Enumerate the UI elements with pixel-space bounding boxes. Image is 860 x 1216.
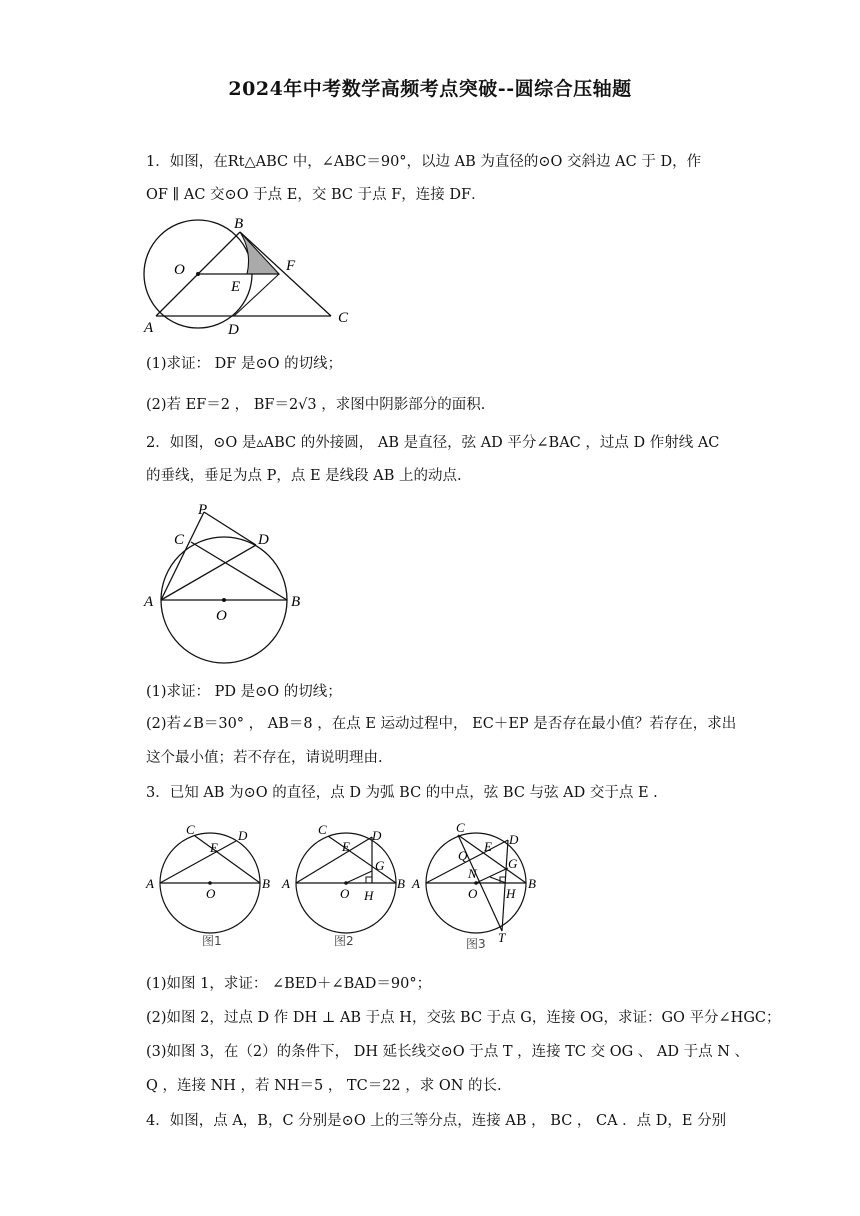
q2-center-dot [222,598,226,602]
q3-part1: (1)如图 1，求证： ∠BED＋∠BAD＝90°； [146,976,432,992]
q2-chord-cb [191,542,287,600]
q3f3-label-e: E [484,839,492,854]
q3f2-label-b: B [397,876,405,891]
q1-label-a: A [144,320,154,336]
q2-label-p: P [198,502,208,518]
q3-figure-2-caption: 图2 [334,934,354,948]
q4-stem-line1: 4．如图，点 A，B，C 分别是⊙O 上的三等分点，连接 AB ， BC ， CA ．点 D，E 分别 [146,1113,727,1129]
q2-segment-pd [204,512,256,545]
q3f3-label-a: A [412,876,420,891]
q3-figure-1 [140,818,280,960]
page-title: 2024年中考数学高频考点突破--圆综合压轴题 [228,78,632,100]
q3f3-label-q: Q [458,848,468,863]
q1-stem-line1: 1．如图，在Rt△ABC 中，∠ABC＝90°，以边 AB 为直径的⊙O 交斜边 AC 于 D，作 [146,154,702,170]
q1-segment-df [234,274,279,316]
q2-part2: (2)若∠B＝30° ， AB＝8 ，在点 E 运动过程中， EC＋EP 是否存在最小值？若存在，求出 [146,716,737,732]
q1-figure [138,212,368,342]
q3f1-label-o: O [206,886,216,901]
q1-part1: (1)求证： DF 是⊙O 的切线； [146,356,343,372]
q3f3-label-b: B [528,876,536,891]
q1-label-o: O [174,262,185,278]
q3f2-label-g: G [375,858,385,873]
q3f3-label-g: G [508,856,518,871]
q3-stem-line1: 3．已知 AB 为⊙O 的直径，点 D 为弧 BC 的中点，弦 BC 与弦 AD 交于点 E . [146,785,658,801]
q3-part3: (3)如图 3，在（2）的条件下， DH 延长线交⊙O 于点 T ，连接 TC 交 OG 、 AD 于点 N 、 [146,1044,750,1060]
q3f3-label-d: D [509,832,519,847]
q2-part3: 这个最小值；若不存在，请说明理由. [146,750,383,766]
q3f1-label-e: E [210,840,218,855]
q1-label-b: B [234,216,244,232]
q2-label-a: A [144,594,154,610]
q1-center-dot [196,272,200,276]
q3f1-label-a: A [146,876,154,891]
q2-stem-line2: 的垂线，垂足为点 P，点 E 是线段 AB 上的动点. [146,468,462,484]
q1-label-e: E [231,279,241,295]
q3-part4: Q ，连接 NH ，若 NH＝5 ， TC＝22 ，求 ON 的长. [146,1078,502,1094]
q1-label-f: F [286,258,296,274]
q3f3-label-n: N [468,866,477,881]
q3f3-label-h: H [506,886,516,901]
q3f2-label-h: H [364,888,374,903]
q3-figure-1-caption: 图1 [202,934,222,948]
q3-figure-2 [278,818,418,960]
q3f1-label-c: C [186,822,195,837]
q3f3-label-t: T [498,930,506,945]
q1-shaded-region [240,232,279,274]
q2-label-o: O [216,608,227,624]
q2-label-b: B [291,594,301,610]
q3f1-label-b: B [262,876,270,891]
q1-label-c: C [338,310,349,326]
q3-part2: (2)如图 2，过点 D 作 DH ⊥ AB 于点 H，交弦 BC 于点 G，连接 OG，求证：GO 平分∠HGC； [146,1010,781,1026]
q3-figure-3-caption: 图3 [466,937,486,951]
q2-label-c: C [174,532,185,548]
q1-part2: (2)若 EF＝2 ， BF＝2√3 ，求图中阴影部分的面积. [146,397,486,413]
q3-figure-3 [410,818,550,960]
q2-part1: (1)求证： PD 是⊙O 的切线； [146,684,342,700]
q2-ray-ap [161,512,204,600]
q2-label-d: D [258,532,269,548]
q2-stem-line1: 2．如图，⊙O 是▵ABC 的外接圆， AB 是直径，弦 AD 平分∠BAC ，过点 D 作射线 AC [146,435,720,451]
q3f3-label-c: C [456,820,465,835]
q3f3-label-o: O [468,886,478,901]
q3f2-label-o: O [340,886,350,901]
q2-figure [138,500,318,665]
q1-label-d: D [228,322,239,338]
q3f2-label-c: C [318,822,327,837]
q1-stem-line2: OF ∥ AC 交⊙O 于点 E，交 BC 于点 F，连接 DF． [146,187,486,203]
q3f2-label-d: D [372,828,382,843]
q3f1-label-d: D [238,828,248,843]
q3f2-label-a: A [282,876,290,891]
q3f2-label-e: E [342,839,350,854]
